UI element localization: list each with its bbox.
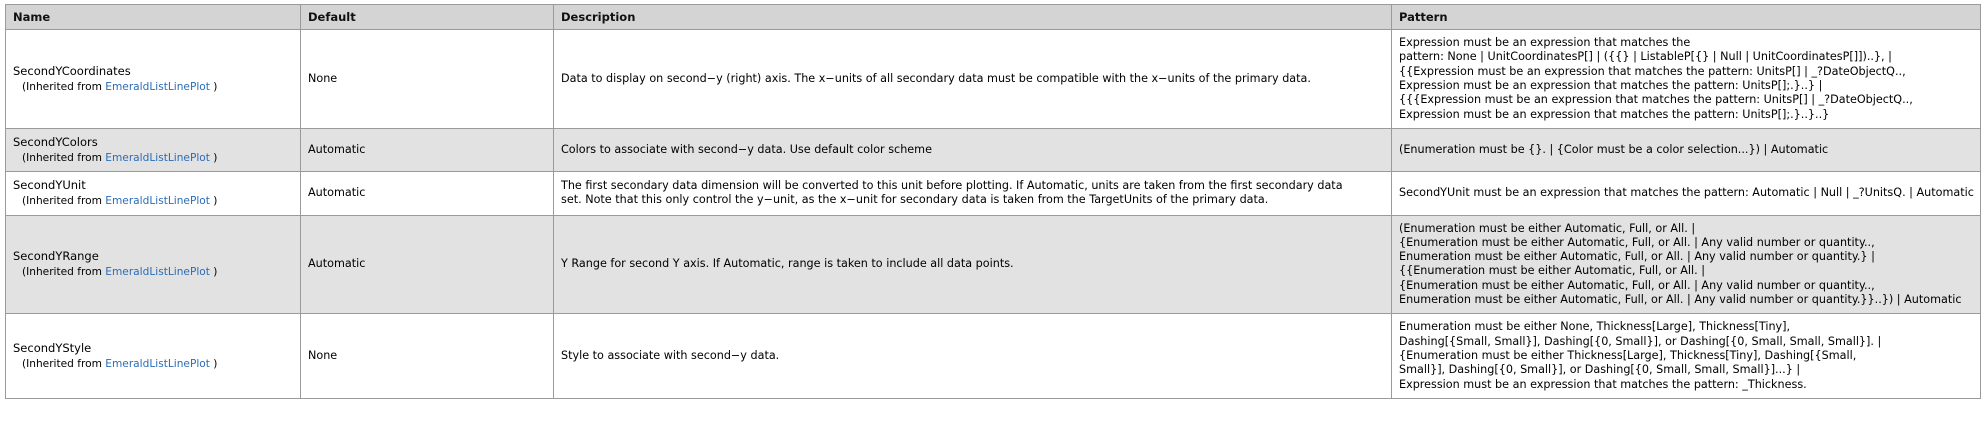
inherited-from <box>13 152 293 166</box>
inherited-link[interactable]: EmeraldListLinePlot <box>105 80 210 93</box>
inherited-prefix: (Inherited from <box>22 266 102 279</box>
inherited-suffix: ) <box>213 357 218 370</box>
column-header-name: Name <box>6 5 301 30</box>
table-row <box>6 30 1981 129</box>
pattern-line: Expression must be an expression that matches the pattern: _Thickness. <box>1399 377 1807 391</box>
pattern-line: {{{Expression must be an expression that matches the pattern: UnitsP[] | _?DateObjectQ.., <box>1399 93 1913 107</box>
pattern-line: Small}], Dashing[{0, Small}], or Dashing[{0, Small, Small, Small}]...} | <box>1399 363 1801 377</box>
option-name: SecondYColors <box>13 134 98 149</box>
pattern-line: {Enumeration must be either Thickness[Large], Thickness[Tiny], Dashing[{Small, <box>1399 349 1857 363</box>
option-default-cell: Automatic <box>301 215 554 314</box>
option-name: SecondYRange <box>13 249 99 264</box>
option-pattern-cell <box>1392 172 1981 215</box>
inherited-link[interactable]: EmeraldListLinePlot <box>105 266 210 279</box>
pattern-line: {Enumeration must be either Automatic, Full, or All. | Any valid number or quantity.., <box>1399 278 1875 292</box>
table-row <box>6 215 1981 314</box>
inherited-suffix: ) <box>213 194 218 207</box>
inherited-from <box>13 358 293 372</box>
pattern-line: {{Expression must be an expression that matches the pattern: UnitsP[] | _?DateObjectQ.., <box>1399 64 1906 78</box>
pattern-line: Expression must be an expression that matches the <box>1399 36 1691 49</box>
table-header-row <box>6 5 1981 30</box>
inherited-from <box>13 81 293 95</box>
pattern-line: Expression must be an expression that matches the pattern: UnitsP[];.}..} | <box>1399 78 1823 92</box>
column-header-default: Default <box>301 5 554 30</box>
pattern-line: Enumeration must be either Automatic, Full, or All. | Any valid number or quantity.} | <box>1399 250 1875 264</box>
pattern-line: (Enumeration must be {}. | {Color must be a color selection...}) | Automatic <box>1399 142 1829 156</box>
options-table <box>5 4 1981 399</box>
table-row <box>6 128 1981 171</box>
description-line: Colors to associate with second−y data. Use default color scheme <box>561 142 932 156</box>
inherited-prefix: (Inherited from <box>22 80 102 93</box>
inherited-link[interactable]: EmeraldListLinePlot <box>105 357 210 370</box>
pattern-line: {Enumeration must be either Automatic, Full, or All. | Any valid number or quantity.., <box>1399 235 1875 249</box>
pattern-line: {{Enumeration must be either Automatic, Full, or All. | <box>1399 264 1705 278</box>
option-description-cell <box>554 128 1392 171</box>
pattern-line: (Enumeration must be either Automatic, Full, or All. | <box>1399 221 1696 235</box>
option-description-cell <box>554 30 1392 129</box>
option-pattern-cell <box>1392 128 1981 171</box>
option-name-cell <box>6 172 301 215</box>
option-description-cell <box>554 215 1392 314</box>
option-default-cell: None <box>301 30 554 129</box>
option-name-cell <box>6 215 301 314</box>
option-default-cell: Automatic <box>301 128 554 171</box>
option-description-cell <box>554 314 1392 399</box>
inherited-prefix: (Inherited from <box>22 151 102 164</box>
table-body <box>6 30 1981 399</box>
inherited-link[interactable]: EmeraldListLinePlot <box>105 151 210 164</box>
pattern-line: SecondYUnit must be an expression that matches the pattern: Automatic | Null | _?UnitsQ. | Automatic <box>1399 186 1974 200</box>
option-name: SecondYCoordinates <box>13 63 131 78</box>
inherited-prefix: (Inherited from <box>22 357 102 370</box>
table-row <box>6 172 1981 215</box>
inherited-suffix: ) <box>213 151 218 164</box>
table-row <box>6 314 1981 399</box>
option-description-cell <box>554 172 1392 215</box>
pattern-line: pattern: None | UnitCoordinatesP[] | ({{} | ListableP[{} | Null | UnitCoordinatesP[]])..}, | <box>1399 50 1892 64</box>
description-line: Style to associate with second−y data. <box>561 349 780 363</box>
option-name-cell <box>6 314 301 399</box>
option-name-cell <box>6 128 301 171</box>
pattern-line: Expression must be an expression that matches the pattern: UnitsP[];.}..}..} <box>1399 107 1830 121</box>
inherited-link[interactable]: EmeraldListLinePlot <box>105 194 210 207</box>
pattern-line: Enumeration must be either Automatic, Full, or All. | Any valid number or quantity.}}..}) | Automatic <box>1399 293 1962 307</box>
pattern-line: Enumeration must be either None, Thickness[Large], Thickness[Tiny], <box>1399 320 1791 334</box>
column-header-pattern: Pattern <box>1392 5 1981 30</box>
option-pattern-cell <box>1392 30 1981 129</box>
option-default-cell: None <box>301 314 554 399</box>
option-default-cell: Automatic <box>301 172 554 215</box>
inherited-suffix: ) <box>213 80 218 93</box>
description-line: set. Note that this only control the y−unit, as the x−unit for secondary data is taken from the TargetUnits of the primary data. <box>561 193 1269 207</box>
option-name: SecondYStyle <box>13 341 92 356</box>
description-line: Data to display on second−y (right) axis. The x−units of all secondary data must be compatible with the x−units of the primary data. <box>561 71 1311 85</box>
option-name-cell <box>6 30 301 129</box>
inherited-prefix: (Inherited from <box>22 194 102 207</box>
inherited-suffix: ) <box>213 266 218 279</box>
option-pattern-cell <box>1392 215 1981 314</box>
inherited-from <box>13 195 293 209</box>
pattern-line: Dashing[{Small, Small}], Dashing[{0, Small}], or Dashing[{0, Small, Small, Small}]. | <box>1399 334 1882 348</box>
inherited-from <box>13 266 293 280</box>
description-line: Y Range for second Y axis. If Automatic, range is taken to include all data points. <box>561 257 1014 271</box>
option-name: SecondYUnit <box>13 178 86 193</box>
option-pattern-cell <box>1392 314 1981 399</box>
column-header-description: Description <box>554 5 1392 30</box>
table-header <box>6 5 1981 30</box>
description-line: The first secondary data dimension will be converted to this unit before plotting. If Automatic, units are taken from the first secondary data <box>561 179 1343 193</box>
